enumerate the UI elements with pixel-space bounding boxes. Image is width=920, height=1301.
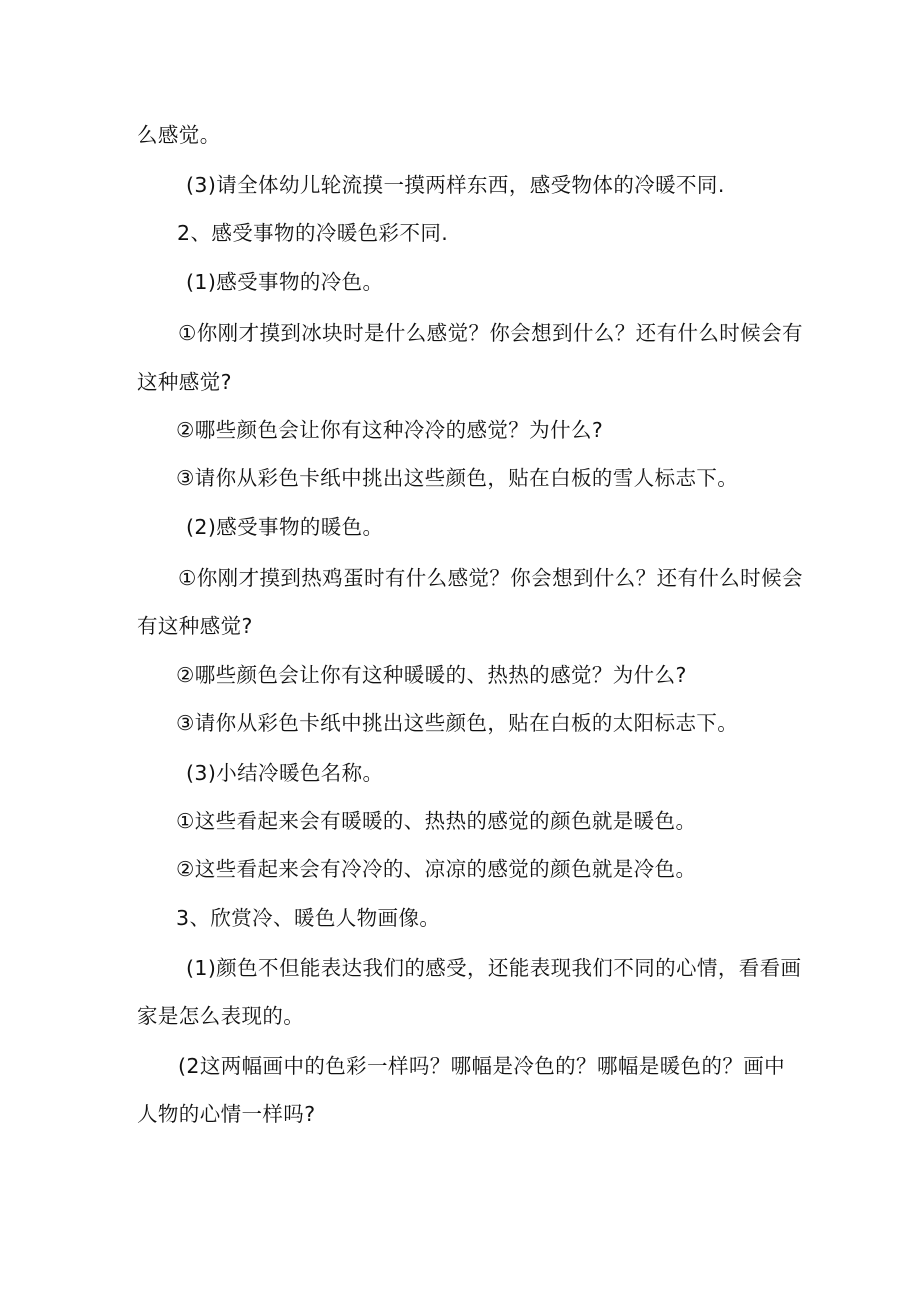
text-line: ②哪些颜色会让你有这种冷冷的感觉？为什么? [176, 418, 604, 442]
text-line: 么感觉。 [137, 123, 221, 147]
text-line: ③请你从彩色卡纸中挑出这些颜色，贴在白板的雪人标志下。 [176, 466, 739, 490]
text-line: (3)请全体幼儿轮流摸一摸两样东西，感受物体的冷暖不同. [186, 173, 725, 197]
text-line: 2、感受事物的冷暖色彩不同. [177, 221, 449, 245]
text-line: ②这些看起来会有冷冷的、凉凉的感觉的颜色就是冷色。 [176, 857, 697, 881]
text-line: 这种感觉? [137, 370, 232, 394]
text-line: (1)感受事物的冷色。 [186, 270, 384, 294]
text-line: 人物的心情一样吗? [137, 1102, 316, 1126]
text-line: 3、欣赏冷、暖色人物画像。 [176, 906, 441, 930]
text-line: (1)颜色不但能表达我们的感受，还能表现我们不同的心情，看看画 [186, 956, 802, 980]
text-line: ①你刚才摸到冰块时是什么感觉？你会想到什么？还有什么时候会有 [178, 321, 803, 345]
text-line: ①你刚才摸到热鸡蛋时有什么感觉？你会想到什么？还有什么时候会 [178, 566, 803, 590]
text-line: 有这种感觉? [137, 614, 253, 638]
text-line: ②哪些颜色会让你有这种暖暖的、热热的感觉？为什么? [176, 663, 687, 687]
text-line: ③请你从彩色卡纸中挑出这些颜色，贴在白板的太阳标志下。 [176, 711, 739, 735]
text-line: (2)感受事物的暖色。 [186, 515, 384, 539]
text-line: 家是怎么表现的。 [137, 1004, 305, 1028]
text-line: ①这些看起来会有暖暖的、热热的感觉的颜色就是暖色。 [176, 809, 697, 833]
text-line: (2这两幅画中的色彩一样吗？哪幅是冷色的？哪幅是暖色的？画中 [178, 1054, 786, 1078]
text-line: (3)小结冷暖色名称。 [186, 761, 384, 785]
